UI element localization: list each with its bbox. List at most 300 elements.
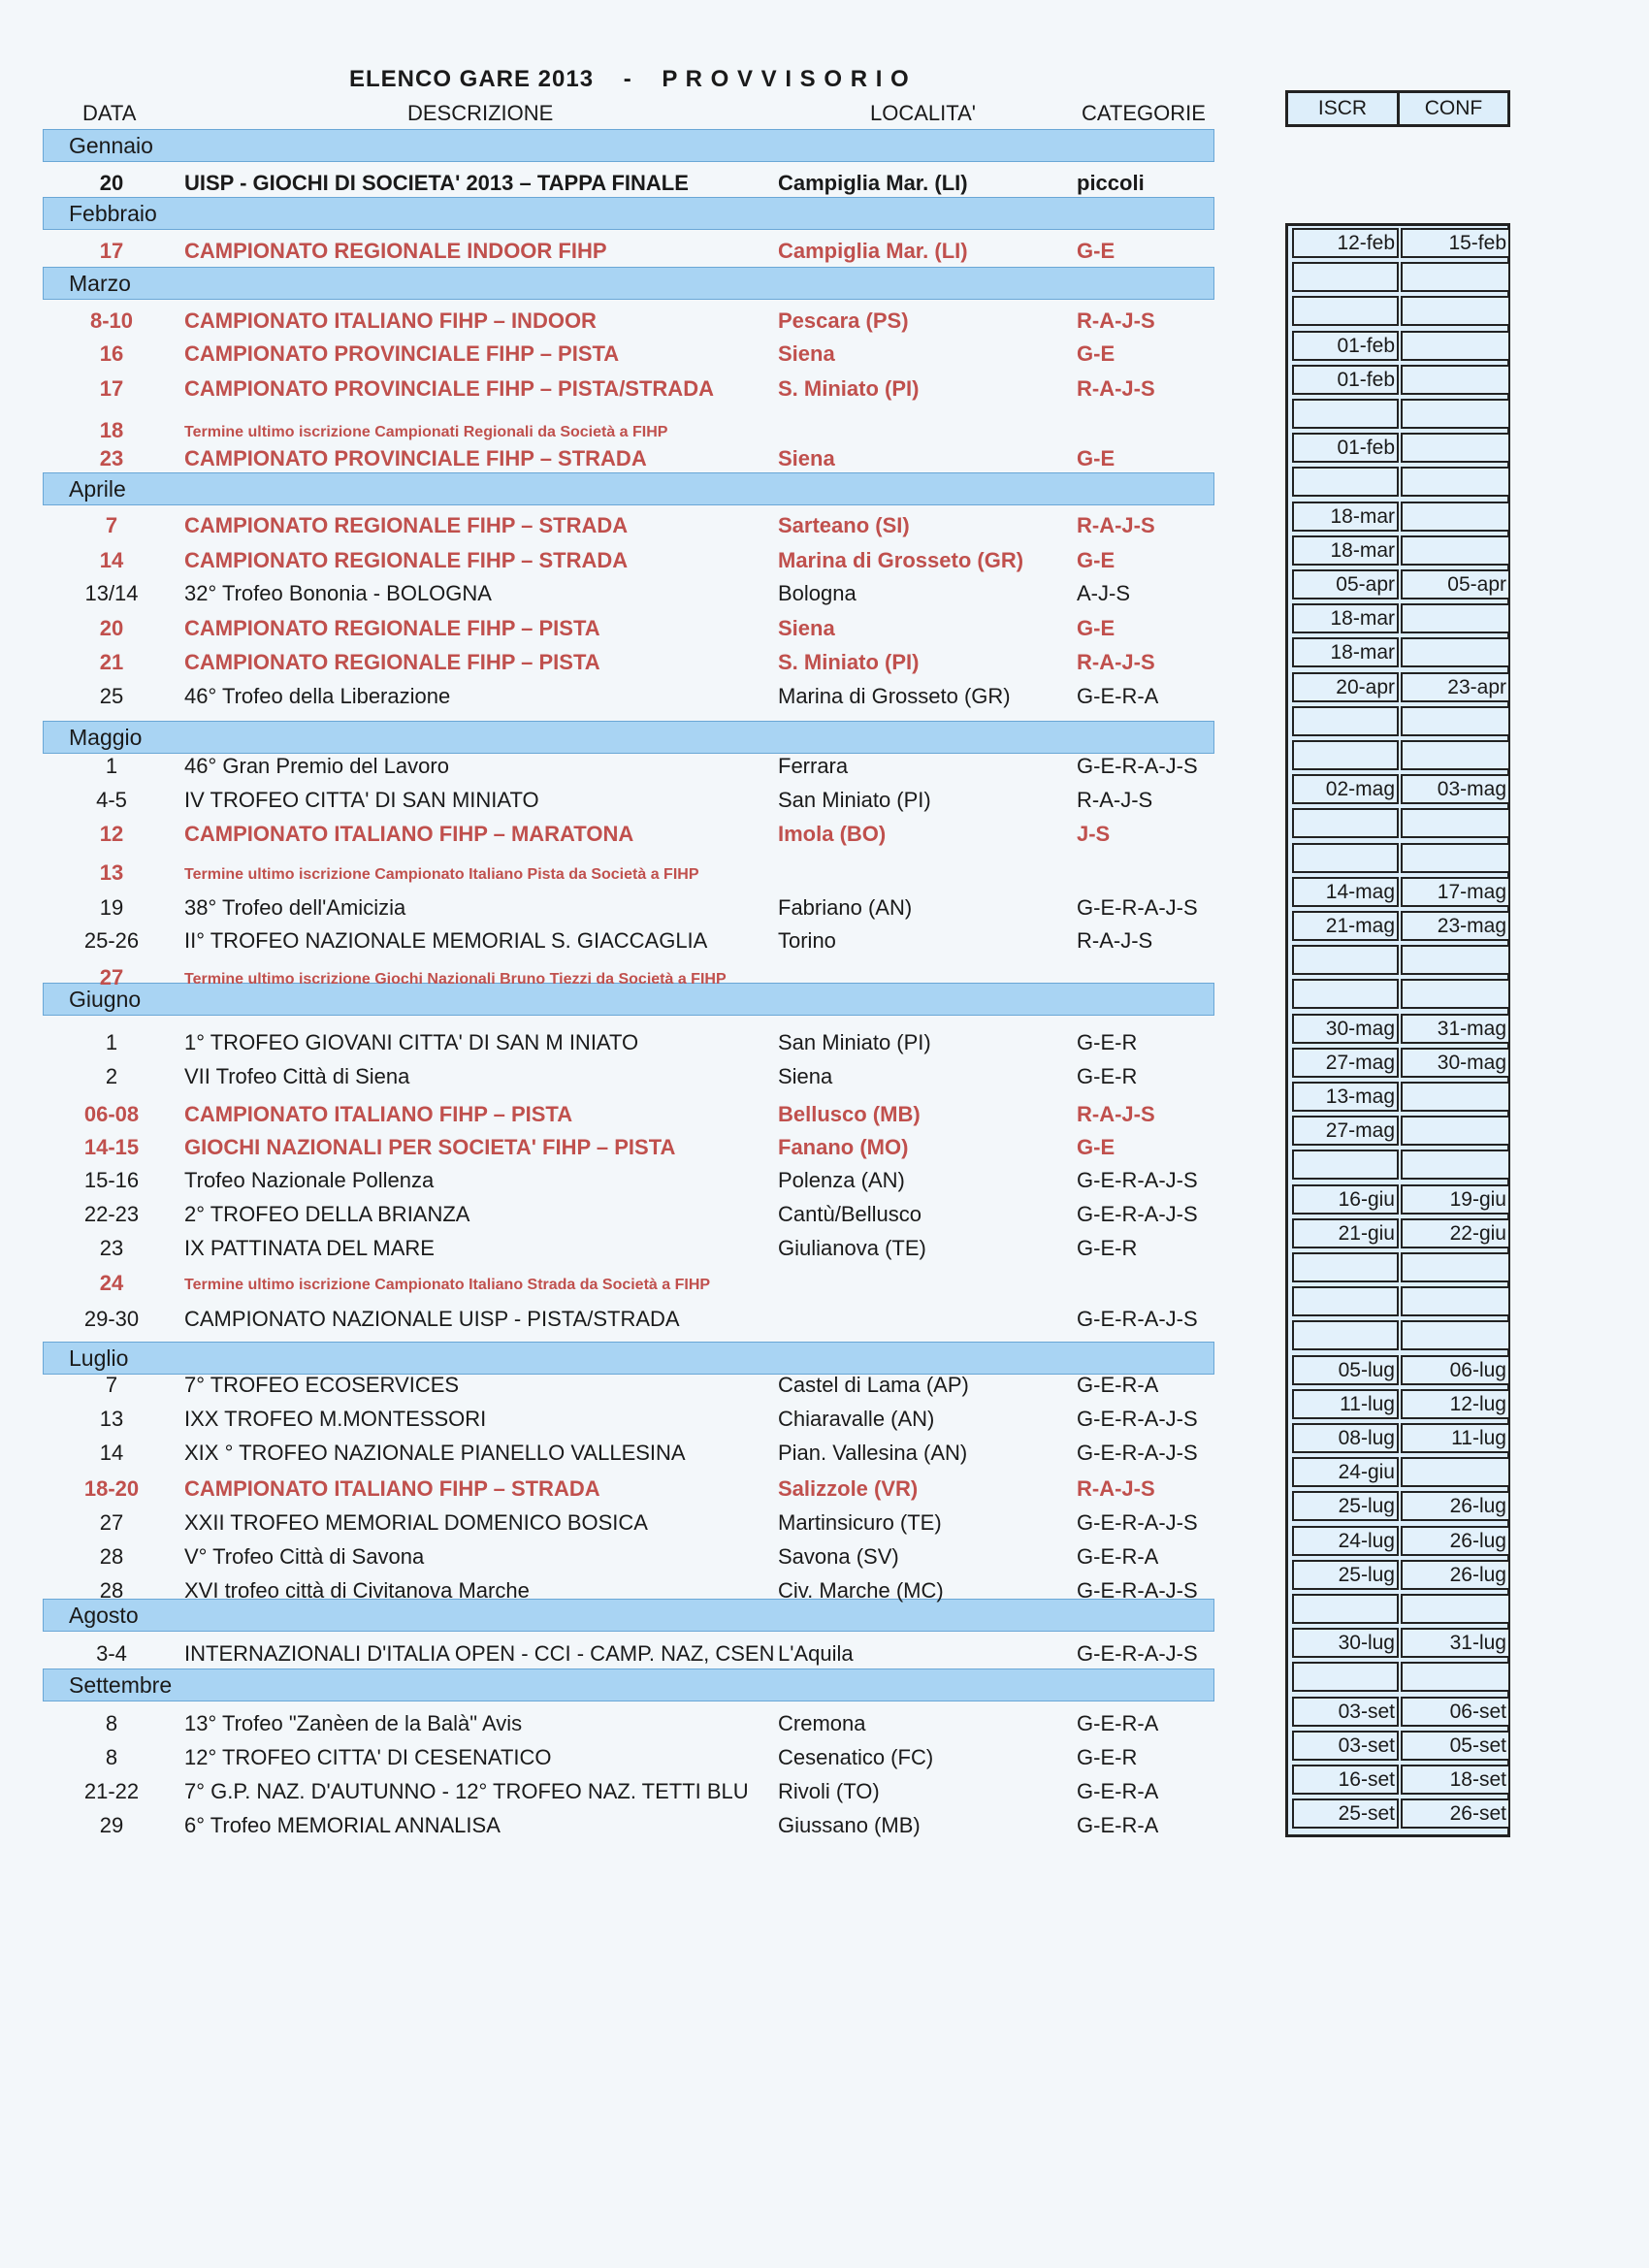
row-description: CAMPIONATO REGIONALE FIHP – PISTA [184, 616, 600, 640]
row-category: G-E-R-A-J-S [1077, 1202, 1198, 1226]
conf-cell [1401, 262, 1510, 292]
conf-cell: 26-lug [1401, 1526, 1510, 1556]
row-description: CAMPIONATO REGIONALE FIHP – STRADA [184, 548, 629, 572]
row-description: XVI trofeo città di Civitanova Marche [184, 1578, 530, 1603]
row-category: R-A-J-S [1077, 788, 1153, 812]
iscr-cell: 13-mag [1292, 1082, 1399, 1112]
table-row [0, 1576, 1232, 1609]
row-category: G-E [1077, 446, 1116, 470]
table-row [0, 546, 1232, 579]
row-location: Polenza (AN) [778, 1168, 905, 1192]
row-description: CAMPIONATO REGIONALE FIHP – PISTA [184, 650, 600, 674]
month-band [43, 1669, 1214, 1701]
row-date: 17 [99, 376, 124, 401]
document-title: ELENCO GARE 2013 - P R O V V I S O R I O [349, 66, 910, 92]
conf-cell: 26-lug [1401, 1491, 1510, 1521]
month-band [43, 129, 1214, 162]
row-location: Giussano (MB) [778, 1813, 921, 1837]
conf-cell [1401, 1594, 1510, 1624]
row-date: 18-20 [83, 1476, 140, 1501]
header-descrizione: DESCRIZIONE [407, 101, 554, 125]
iscr-cell: 27-mag [1292, 1048, 1399, 1078]
row-location: Cesenatico (FC) [778, 1745, 934, 1769]
month-label: Febbraio [69, 201, 157, 226]
row-date: 14-15 [83, 1135, 140, 1159]
row-description: CAMPIONATO NAZIONALE UISP - PISTA/STRADA [184, 1307, 680, 1331]
row-date: 28 [99, 1578, 124, 1603]
month-band [43, 721, 1214, 754]
row-description: IX PATTINATA DEL MARE [184, 1236, 435, 1260]
table-row [0, 579, 1232, 612]
row-category: G-E-R-A-J-S [1077, 1307, 1198, 1331]
table-row [0, 237, 1232, 270]
row-description: Termine ultimo iscrizione Campionato Italiano Pista da Società a FIHP [184, 866, 699, 883]
month-label: Aprile [69, 476, 126, 502]
row-location: Cantù/Bellusco [778, 1202, 922, 1226]
iscr-cell: 18-mar [1292, 603, 1399, 633]
header-categorie: CATEGORIE [1082, 101, 1206, 125]
conf-cell: 05-apr [1401, 569, 1510, 599]
conf-cell [1401, 1116, 1510, 1146]
row-location: Campiglia Mar. (LI) [778, 239, 968, 263]
row-category: G-E-R-A [1077, 1373, 1159, 1397]
row-category: G-E-R-A-J-S [1077, 754, 1198, 778]
conf-cell [1401, 945, 1510, 975]
table-row [0, 1639, 1232, 1672]
iscr-cell: 14-mag [1292, 877, 1399, 907]
row-date: 19 [99, 895, 124, 920]
row-location: Savona (SV) [778, 1544, 899, 1569]
row-date: 2 [105, 1064, 118, 1088]
table-row [0, 926, 1232, 959]
conf-cell: 12-lug [1401, 1389, 1510, 1419]
iscr-cell [1292, 1594, 1399, 1624]
iscr-cell: 18-mar [1292, 535, 1399, 566]
row-location: San Miniato (PI) [778, 788, 931, 812]
row-date: 12 [99, 822, 124, 846]
conf-cell [1401, 706, 1510, 736]
iscr-cell: 24-lug [1292, 1526, 1399, 1556]
conf-cell: 30-mag [1401, 1048, 1510, 1078]
row-description: Trofeo Nazionale Pollenza [184, 1168, 435, 1192]
conf-cell: 03-mag [1401, 774, 1510, 804]
row-description: XIX ° TROFEO NAZIONALE PIANELLO VALLESINA [184, 1441, 686, 1465]
table-row [0, 1028, 1232, 1061]
table-row [0, 1200, 1232, 1233]
row-date: 8 [105, 1711, 118, 1735]
row-location: San Miniato (PI) [778, 1030, 931, 1054]
row-category: R-A-J-S [1077, 928, 1153, 953]
row-location: Bologna [778, 581, 857, 605]
row-location: Torino [778, 928, 836, 953]
row-description: Termine ultimo iscrizione Campionati Regionali da Società a FIHP [184, 424, 668, 440]
row-date: 8 [105, 1745, 118, 1769]
iscr-cell [1292, 1320, 1399, 1350]
row-description: Termine ultimo iscrizione Giochi Nazionali Bruno Tiezzi da Società a FIHP [184, 971, 727, 988]
row-date: 21-22 [83, 1779, 140, 1803]
row-location: Fabriano (AN) [778, 895, 913, 920]
row-category: G-E-R-A [1077, 1779, 1159, 1803]
row-description: CAMPIONATO PROVINCIALE FIHP – PISTA/STRADA [184, 376, 714, 401]
conf-cell: 19-giu [1401, 1184, 1510, 1215]
row-description: 7° G.P. NAZ. D'AUTUNNO - 12° TROFEO NAZ. TETTI BLU [184, 1779, 749, 1803]
row-location: Siena [778, 616, 835, 640]
conf-cell [1401, 1320, 1510, 1350]
row-date: 1 [105, 754, 118, 778]
row-description: CAMPIONATO ITALIANO FIHP – MARATONA [184, 822, 634, 846]
conf-cell: 05-set [1401, 1731, 1510, 1761]
iscr-cell [1292, 1150, 1399, 1180]
row-description: GIOCHI NAZIONALI PER SOCIETA' FIHP – PISTA [184, 1135, 676, 1159]
table-row [0, 1474, 1232, 1507]
conf-cell [1401, 535, 1510, 566]
row-location: L'Aquila [778, 1641, 854, 1666]
month-label: Agosto [69, 1603, 139, 1628]
table-row [0, 1777, 1232, 1810]
month-band [43, 1342, 1214, 1375]
row-description: 2° TROFEO DELLA BRIANZA [184, 1202, 470, 1226]
table-row [0, 374, 1232, 407]
row-description: V° Trofeo Città di Savona [184, 1544, 425, 1569]
table-row [0, 786, 1232, 819]
table-row [0, 1439, 1232, 1472]
row-date: 7 [105, 513, 118, 537]
iscr-cell [1292, 740, 1399, 770]
table-row [0, 1234, 1232, 1267]
row-category: G-E-R-A [1077, 684, 1159, 708]
row-category: R-A-J-S [1077, 650, 1155, 674]
conf-cell [1401, 1662, 1510, 1692]
row-date: 17 [99, 239, 124, 263]
iscr-cell: 02-mag [1292, 774, 1399, 804]
row-description: 46° Trofeo della Liberazione [184, 684, 451, 708]
row-date: 23 [99, 446, 124, 470]
iscr-cell [1292, 399, 1399, 429]
conf-cell: 22-giu [1401, 1218, 1510, 1248]
conf-cell [1401, 433, 1510, 463]
header-data: DATA [82, 101, 137, 125]
row-location: Sarteano (SI) [778, 513, 910, 537]
conf-cell [1401, 399, 1510, 429]
conf-cell: 23-mag [1401, 911, 1510, 941]
row-date: 1 [105, 1030, 118, 1054]
conf-cell: 31-lug [1401, 1628, 1510, 1658]
row-description: CAMPIONATO ITALIANO FIHP – INDOOR [184, 308, 597, 333]
table-row [0, 1133, 1232, 1166]
row-category: G-E-R-A-J-S [1077, 1407, 1198, 1431]
conf-cell [1401, 365, 1510, 395]
conf-cell [1401, 1150, 1510, 1180]
iscr-cell: 11-lug [1292, 1389, 1399, 1419]
table-row [0, 614, 1232, 647]
conf-cell: 06-lug [1401, 1355, 1510, 1385]
row-category: piccoli [1077, 171, 1145, 195]
conf-cell: 17-mag [1401, 877, 1510, 907]
row-date: 25-26 [83, 928, 140, 953]
row-date: 28 [99, 1544, 124, 1569]
iscr-cell: 20-apr [1292, 672, 1399, 702]
row-date: 13/14 [84, 581, 139, 605]
row-category: G-E [1077, 548, 1116, 572]
row-date: 13 [99, 1407, 124, 1431]
month-label: Maggio [69, 725, 143, 750]
table-row [0, 1405, 1232, 1438]
row-date: 27 [99, 965, 124, 989]
iscr-cell [1292, 467, 1399, 497]
row-description: CAMPIONATO PROVINCIALE FIHP – STRADA [184, 446, 647, 470]
row-category: G-E-R-A [1077, 1711, 1159, 1735]
row-description: 46° Gran Premio del Lavoro [184, 754, 449, 778]
row-location: Siena [778, 446, 835, 470]
iscr-cell: 16-set [1292, 1765, 1399, 1795]
row-date: 29-30 [83, 1307, 140, 1331]
row-location: Martinsicuro (TE) [778, 1510, 942, 1535]
iscr-cell: 08-lug [1292, 1423, 1399, 1453]
row-location: Siena [778, 1064, 833, 1088]
table-row [0, 444, 1232, 477]
row-date: 15-16 [83, 1168, 140, 1192]
iscr-cell [1292, 843, 1399, 873]
iscr-cell: 25-set [1292, 1798, 1399, 1829]
row-location: Bellusco (MB) [778, 1102, 921, 1126]
row-description: IV TROFEO CITTA' DI SAN MINIATO [184, 788, 539, 812]
row-location: S. Miniato (PI) [778, 650, 920, 674]
row-location: Siena [778, 341, 835, 366]
row-date: 06-08 [83, 1102, 140, 1126]
row-date: 29 [99, 1813, 124, 1837]
iscr-cell: 21-giu [1292, 1218, 1399, 1248]
row-date: 27 [99, 1510, 124, 1535]
table-row [0, 752, 1232, 785]
month-band [43, 472, 1214, 505]
row-description: VII Trofeo Città di Siena [184, 1064, 410, 1088]
box-header [1285, 90, 1510, 127]
iscr-cell: 21-mag [1292, 911, 1399, 941]
row-location: Ferrara [778, 754, 849, 778]
row-description: INTERNAZIONALI D'ITALIA OPEN - CCI - CAMP. NAZ, CSEN [184, 1641, 775, 1666]
iscr-cell [1292, 808, 1399, 838]
row-category: G-E-R [1077, 1745, 1138, 1769]
row-location: Castel di Lama (AP) [778, 1373, 969, 1397]
conf-cell [1401, 467, 1510, 497]
row-category: G-E [1077, 239, 1116, 263]
iscr-cell [1292, 1252, 1399, 1282]
iscr-cell: 18-mar [1292, 637, 1399, 667]
row-category: R-A-J-S [1077, 1102, 1155, 1126]
month-label: Giugno [69, 987, 142, 1012]
row-date: 20 [99, 171, 124, 195]
conf-cell [1401, 296, 1510, 326]
row-category: G-E-R [1077, 1236, 1138, 1260]
row-location: Cremona [778, 1711, 866, 1735]
row-description: IXX TROFEO M.MONTESSORI [184, 1407, 487, 1431]
row-category: G-E-R-A-J-S [1077, 1510, 1198, 1535]
month-label: Gennaio [69, 133, 153, 158]
iscr-cell: 01-feb [1292, 433, 1399, 463]
row-description: 13° Trofeo "Zanèen de la Balà" Avis [184, 1711, 523, 1735]
conf-cell: 06-set [1401, 1697, 1510, 1727]
row-category: G-E-R-A-J-S [1077, 1168, 1198, 1192]
table-row [0, 1709, 1232, 1742]
conf-cell [1401, 1457, 1510, 1487]
table-row [0, 307, 1232, 340]
row-description: Termine ultimo iscrizione Campionato Italiano Strada da Società a FIHP [184, 1277, 711, 1293]
table-row [0, 859, 1232, 891]
table-row [0, 340, 1232, 373]
iscr-cell [1292, 979, 1399, 1009]
row-date: 23 [99, 1236, 124, 1260]
conf-cell [1401, 808, 1510, 838]
row-category: A-J-S [1077, 581, 1130, 605]
row-description: 32° Trofeo Bononia - BOLOGNA [184, 581, 492, 605]
row-description: XXII TROFEO MEMORIAL DOMENICO BOSICA [184, 1510, 648, 1535]
row-description: II° TROFEO NAZIONALE MEMORIAL S. GIACCAGLIA [184, 928, 708, 953]
iscr-cell [1292, 296, 1399, 326]
row-location: Imola (BO) [778, 822, 887, 846]
row-location: Fanano (MO) [778, 1135, 909, 1159]
conf-cell [1401, 740, 1510, 770]
conf-cell [1401, 331, 1510, 361]
row-date: 3-4 [96, 1641, 127, 1666]
conf-cell: 15-feb [1401, 228, 1510, 258]
iscr-cell: 05-apr [1292, 569, 1399, 599]
row-description: 1° TROFEO GIOVANI CITTA' DI SAN M INIATO [184, 1030, 639, 1054]
iscr-cell: 16-giu [1292, 1184, 1399, 1215]
iscr-cell: 12-feb [1292, 228, 1399, 258]
conf-cell [1401, 1082, 1510, 1112]
conf-cell [1401, 502, 1510, 532]
iscr-cell: 18-mar [1292, 502, 1399, 532]
row-location: Chiaravalle (AN) [778, 1407, 935, 1431]
table-row [0, 820, 1232, 853]
row-date: 16 [99, 341, 124, 366]
iscr-cell [1292, 945, 1399, 975]
row-date: 18 [99, 418, 124, 442]
box-header-conf: CONF [1424, 97, 1483, 119]
table-row [0, 648, 1232, 681]
iscr-cell: 03-set [1292, 1731, 1399, 1761]
iscr-cell [1292, 1286, 1399, 1316]
row-category: G-E-R-A [1077, 1544, 1159, 1569]
row-date: 24 [99, 1271, 124, 1295]
conf-cell [1401, 843, 1510, 873]
iscr-cell: 01-feb [1292, 331, 1399, 361]
row-description: 38° Trofeo dell'Amicizia [184, 895, 406, 920]
row-category: G-E-R-A-J-S [1077, 1641, 1198, 1666]
row-category: R-A-J-S [1077, 308, 1155, 333]
row-location: Civ. Marche (MC) [778, 1578, 944, 1603]
row-category: R-A-J-S [1077, 1476, 1155, 1501]
row-date: 8-10 [89, 308, 134, 333]
table-row [0, 169, 1232, 202]
conf-cell: 26-set [1401, 1798, 1510, 1829]
table-row [0, 1100, 1232, 1133]
row-location: Giulianova (TE) [778, 1236, 926, 1260]
iscr-cell: 25-lug [1292, 1491, 1399, 1521]
row-category: G-E-R-A-J-S [1077, 1441, 1198, 1465]
row-location: Salizzole (VR) [778, 1476, 919, 1501]
conf-cell [1401, 979, 1510, 1009]
row-date: 13 [99, 860, 124, 885]
row-date: 14 [99, 548, 124, 572]
month-band [43, 197, 1214, 230]
row-date: 25 [99, 684, 124, 708]
row-description: 6° Trofeo MEMORIAL ANNALISA [184, 1813, 501, 1837]
table-row [0, 893, 1232, 926]
row-location: Campiglia Mar. (LI) [778, 171, 968, 195]
conf-cell [1401, 1252, 1510, 1282]
table-row [0, 963, 1232, 996]
row-date: 4-5 [96, 788, 127, 812]
row-category: G-E-R-A-J-S [1077, 895, 1198, 920]
row-description: CAMPIONATO REGIONALE INDOOR FIHP [184, 239, 607, 263]
conf-cell: 11-lug [1401, 1423, 1510, 1453]
iscr-cell: 05-lug [1292, 1355, 1399, 1385]
iscr-cell [1292, 262, 1399, 292]
table-row [0, 1269, 1232, 1302]
table-row [0, 1508, 1232, 1541]
iscr-cell: 03-set [1292, 1697, 1399, 1727]
row-date: 7 [105, 1373, 118, 1397]
row-category: G-E [1077, 616, 1116, 640]
table-row [0, 1542, 1232, 1575]
row-category: G-E-R [1077, 1064, 1138, 1088]
row-description: CAMPIONATO ITALIANO FIHP – STRADA [184, 1476, 600, 1501]
table-row [0, 1305, 1232, 1338]
table-row [0, 511, 1232, 544]
row-date: 22-23 [83, 1202, 140, 1226]
conf-cell: 18-set [1401, 1765, 1510, 1795]
row-category: G-E-R-A [1077, 1813, 1159, 1837]
row-description: 12° TROFEO CITTA' DI CESENATICO [184, 1745, 552, 1769]
row-location: Pian. Vallesina (AN) [778, 1441, 968, 1465]
iscr-cell: 01-feb [1292, 365, 1399, 395]
row-description: 7° TROFEO ECOSERVICES [184, 1373, 460, 1397]
month-band [43, 267, 1214, 300]
conf-cell: 31-mag [1401, 1014, 1510, 1044]
table-row [0, 682, 1232, 715]
box-header-iscr: ISCR [1288, 93, 1400, 124]
row-category: G-E [1077, 341, 1116, 366]
row-location: S. Miniato (PI) [778, 376, 920, 401]
row-category: G-E-R [1077, 1030, 1138, 1054]
row-category: G-E [1077, 1135, 1116, 1159]
iscr-cell: 25-lug [1292, 1560, 1399, 1590]
row-description: UISP - GIOCHI DI SOCIETA' 2013 – TAPPA FINALE [184, 171, 689, 195]
iscr-cell: 30-lug [1292, 1628, 1399, 1658]
row-location: Marina di Grosseto (GR) [778, 548, 1024, 572]
row-date: 21 [99, 650, 124, 674]
conf-cell: 23-apr [1401, 672, 1510, 702]
row-location: Pescara (PS) [778, 308, 909, 333]
header-localita: LOCALITA' [870, 101, 976, 125]
row-date: 14 [99, 1441, 124, 1465]
month-label: Marzo [69, 271, 131, 296]
row-category: R-A-J-S [1077, 376, 1155, 401]
row-description: CAMPIONATO ITALIANO FIHP – PISTA [184, 1102, 573, 1126]
row-date: 20 [99, 616, 124, 640]
month-label: Settembre [69, 1672, 173, 1698]
conf-cell [1401, 637, 1510, 667]
row-category: R-A-J-S [1077, 513, 1155, 537]
month-label: Luglio [69, 1345, 129, 1371]
iscr-cell: 27-mag [1292, 1116, 1399, 1146]
table-row [0, 1166, 1232, 1199]
table-row [0, 1811, 1232, 1844]
iscr-cell: 30-mag [1292, 1014, 1399, 1044]
row-category: G-E-R-A-J-S [1077, 1578, 1198, 1603]
iscr-cell: 24-giu [1292, 1457, 1399, 1487]
